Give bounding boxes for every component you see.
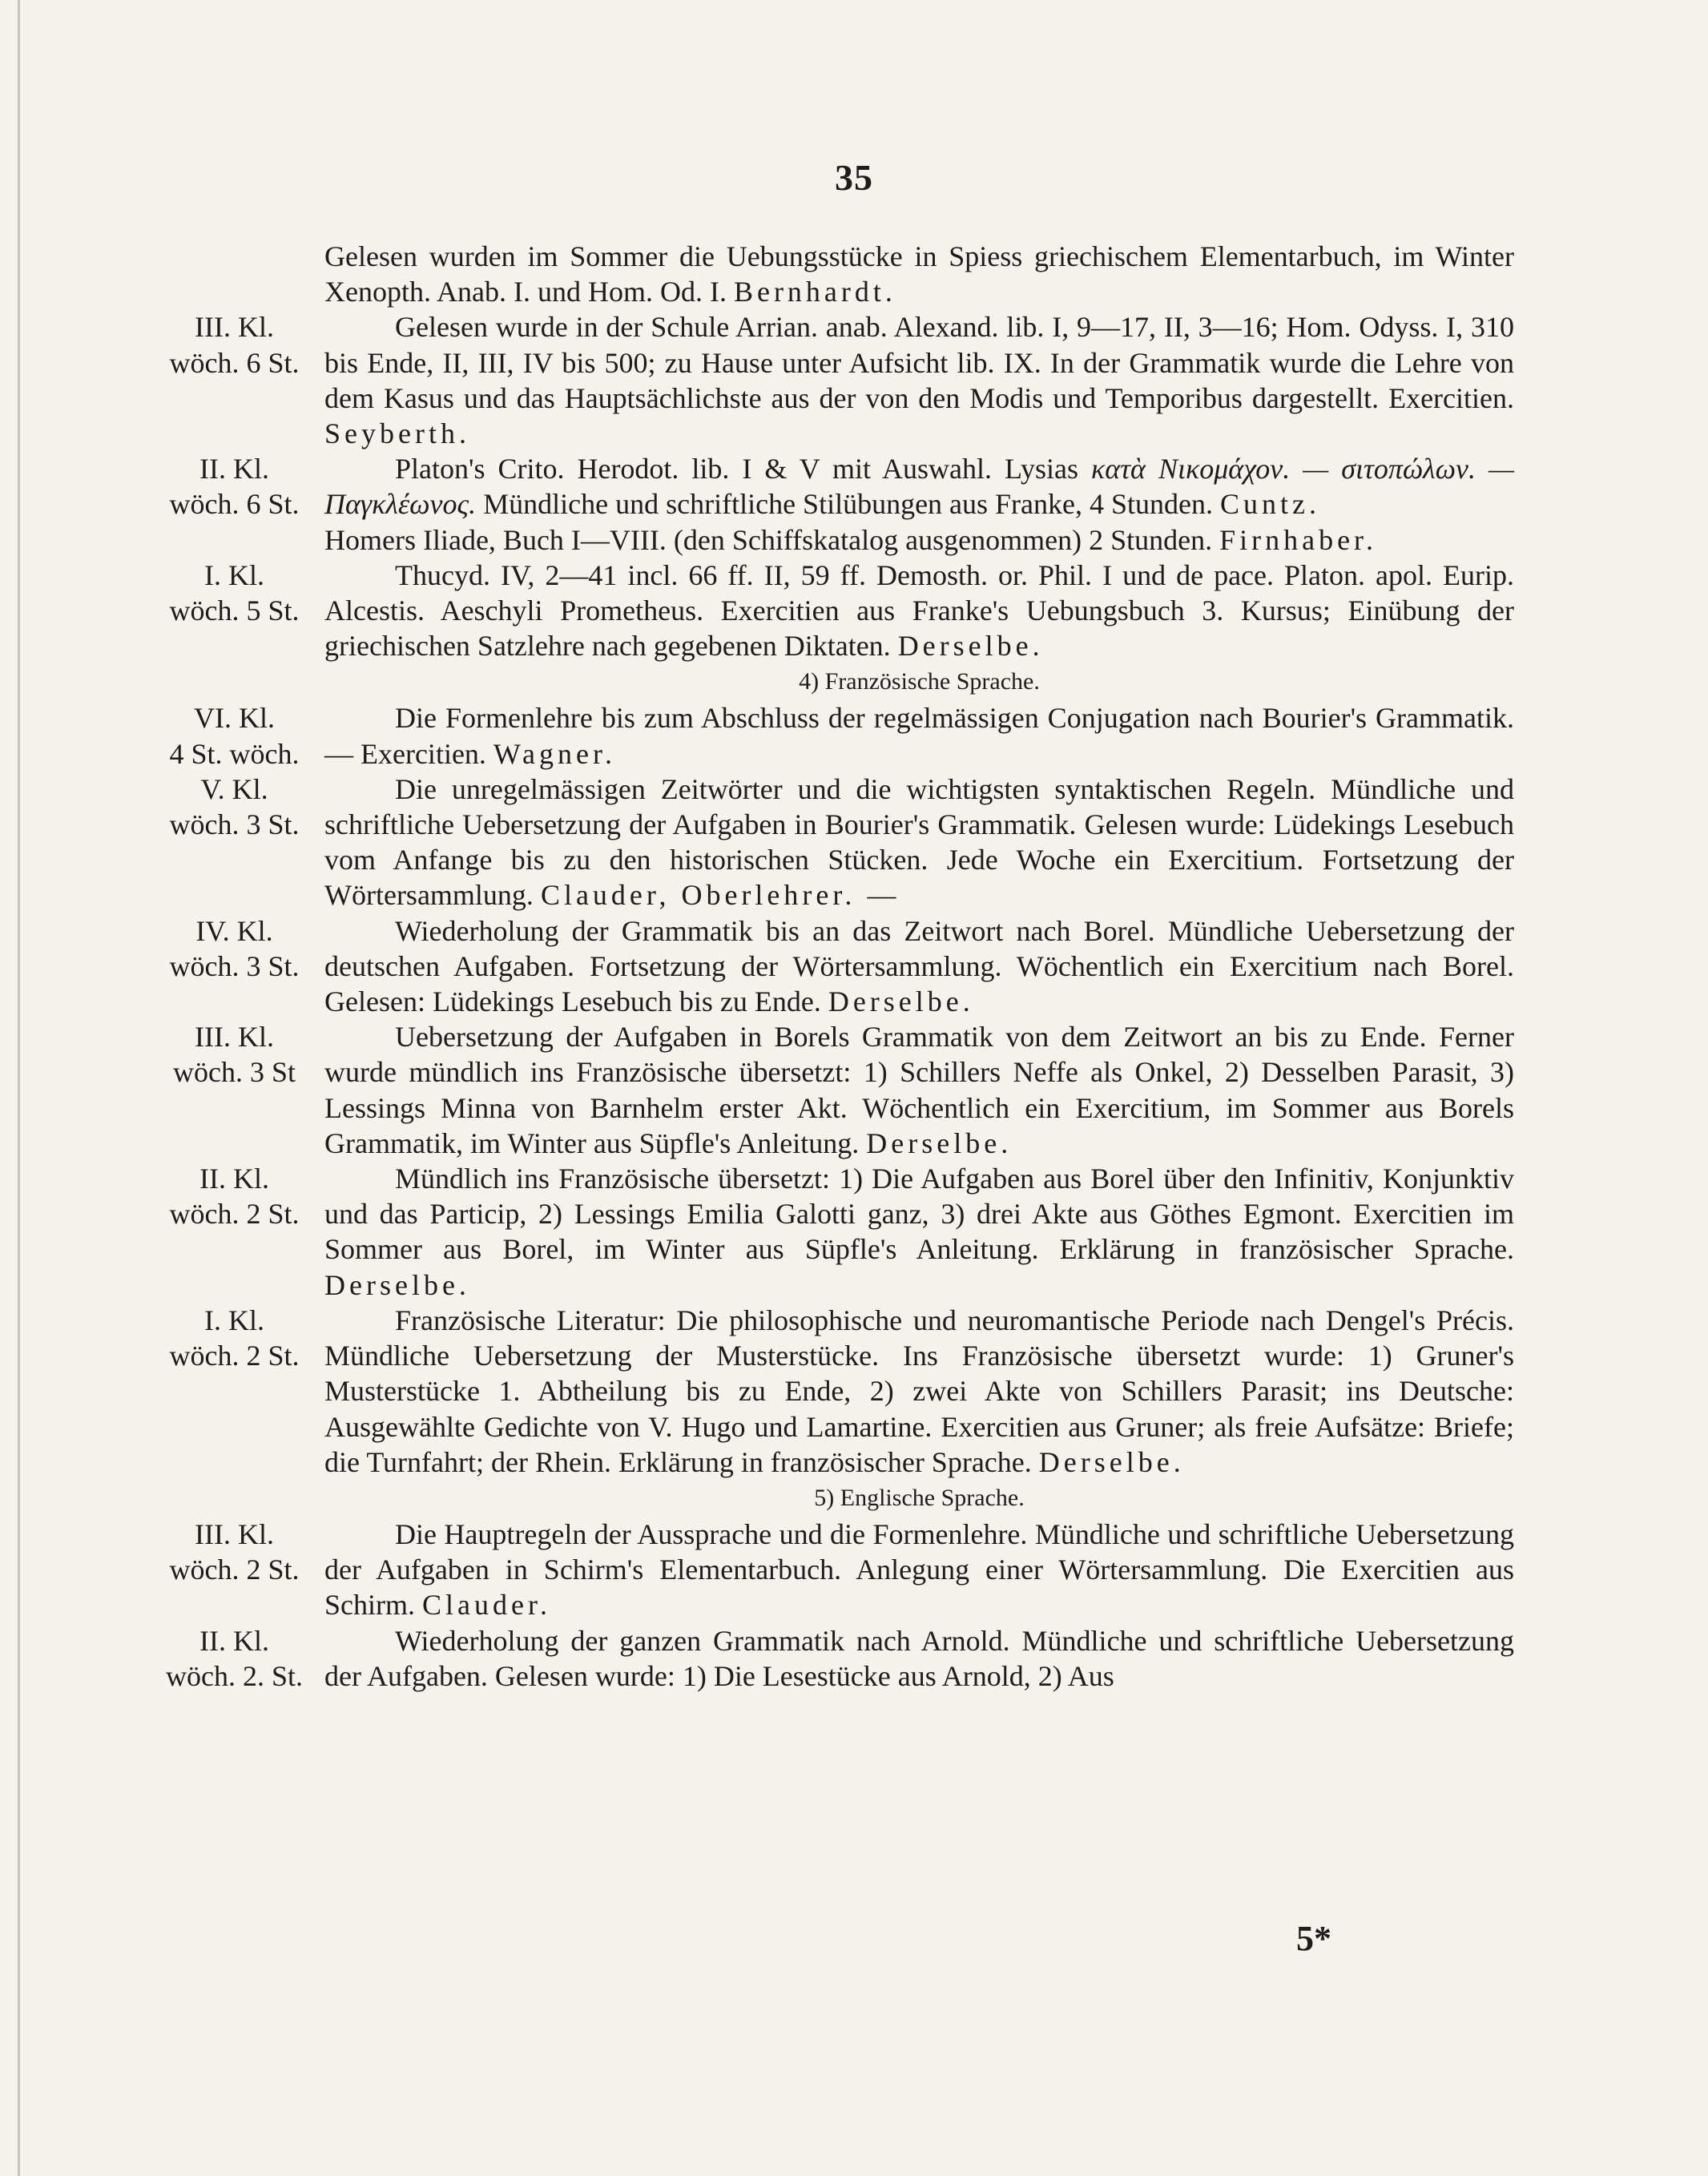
entry-greek-2 xyxy=(152,309,1514,451)
class-mark: VI. Kl. 4 St. wöch. xyxy=(169,702,300,770)
entry-text: Wiederholung der ganzen Grammatik nach Arnold. Mündliche und schriftliche Uebersetzung der Aufgaben. Gelesen wurde: 1) Die Lesestücke aus Arnold, 2) Aus xyxy=(324,1624,1514,1692)
class-mark: III. Kl. wöch. 3 St xyxy=(173,1021,296,1089)
teacher-name: Seyberth. xyxy=(324,417,470,450)
class-mark: II. Kl. wöch. 2. St. xyxy=(166,1624,303,1692)
entry-text: Mündlich ins Französische übersetzt: 1) Die Aufgaben aus Borel über den Infinitiv, Konjunktiv und das Particip, 2) Lessings Emilia Galotti ganz, 3) drei Akte aus Göthes Egmont. Exercitien im Sommer aus Borel, im Winter aus Süpfle's Anleitung. Erklärung in französischer Sprache. Derselbe. xyxy=(324,1163,1514,1301)
section-heading-french: 4) Französische Sprache. xyxy=(799,668,1040,695)
teacher-name: Bernhardt. xyxy=(733,276,896,308)
class-mark: III. Kl. wöch. 6 St. xyxy=(169,311,300,379)
teacher-name: Derselbe. xyxy=(897,630,1044,663)
class-mark: II. Kl. wöch. 2 St. xyxy=(169,1163,300,1231)
entry-text: Die unregelmässigen Zeitwörter und die wichtigsten syntaktischen Regeln. Mündliche und schriftliche Uebersetzung der Aufgaben in Bourier's Grammatik. Gelesen wurde: Lüdekings Lesebuch vom Anfange bis zu den historischen Stücken. Jede Woche ein Exercitium. Fortsetzung der Wörtersammlung. Clauder, Oberlehrer. — xyxy=(324,772,1514,912)
class-mark: IV. Kl. wöch. 3 St. xyxy=(169,914,300,982)
teacher-name: Clauder, Oberlehrer. — xyxy=(540,879,900,912)
entry-text: Wiederholung der Grammatik bis an das Zeitwort nach Borel. Mündliche Uebersetzung der deutschen Aufgaben. Fortsetzung der Wörtersammlung. Wöchentlich ein Exercitium nach Borel. Gelesen: Lüdekings Lesebuch bis zu Ende. Derselbe. xyxy=(324,914,1514,1018)
page-edge-shadow xyxy=(18,0,20,2176)
class-mark: I. Kl. wöch. 2 St. xyxy=(169,1304,300,1372)
entry-greek-1 xyxy=(152,239,1514,309)
entry-text: Uebersetzung der Aufgaben in Borels Grammatik von dem Zeitwort an bis zu Ende. Ferner wurde mündlich ins Französische übersetzt: 1) Schillers Neffe als Onkel, 2) Desselben Parasit, 3) Lessings Minna von Barnhelm erster Akt. Wöchentlich ein Exercitium, im Sommer aus Borels Grammatik, im Winter aus Süpfle's Anleitung. Derselbe. xyxy=(324,1021,1514,1159)
signature-mark: 5* xyxy=(1296,1919,1331,1958)
entry-french-4 xyxy=(152,1019,1514,1161)
entry-text: Gelesen wurde in der Schule Arrian. anab. Alexand. lib. I, 9—17, II, 3—16; Hom. Odyss. I, 310 bis Ende, II, III, IV bis 500; zu Hause unter Aufsicht lib. IX. In der Grammatik wurde die Lehre von dem Kasus und das Hauptsächlichste aus der von den Modis und Temporibus dargestellt. Exercitien. Seyberth. xyxy=(324,311,1514,450)
entry-french-6 xyxy=(152,1303,1514,1480)
entry-text: Die Hauptregeln der Aussprache und die Formenlehre. Mündliche und schriftliche Uebersetzung der Aufgaben in Schirm's Elementarbuch. Anlegung einer Wörtersammlung. Die Exercitien aus Schirm. Clauder. xyxy=(324,1517,1514,1622)
teacher-name: Cuntz. xyxy=(1220,488,1321,521)
section-heading-english: 5) Englische Sprache. xyxy=(814,1484,1025,1511)
entry-english-2 xyxy=(152,1623,1514,1694)
teacher-name: Derselbe. xyxy=(866,1126,1013,1159)
page-body xyxy=(152,239,1514,1694)
class-mark: V. Kl. wöch. 3 St. xyxy=(169,772,300,841)
teacher-name: Firnhaber. xyxy=(1219,523,1378,556)
entry-greek-4 xyxy=(152,522,1514,558)
entry-french-2 xyxy=(152,772,1514,913)
entry-text: Französische Literatur: Die philosophische und neuromantische Periode nach Dengel's Précis. Mündliche Uebersetzung der Musterstücke. Ins Französische übersetzt wurde: 1) Gruner's Musterstücke 1. Abtheilung bis zu Ende, 2) zwei Akte von Schillers Parasit; ins Deutsche: Ausgewählte Gedichte von V. Hugo und Lamartine. Exercitien aus Gruner; als freie Aufsätze: Briefe; die Turnfahrt; der Rhein. Erklärung in französischer Sprache. Derselbe. xyxy=(324,1304,1514,1478)
entry-text: Die Formenlehre bis zum Abschluss der regelmässigen Conjugation nach Bourier's Grammatik. — Exercitien. Wagner. xyxy=(324,702,1514,770)
teacher-name: Wagner. xyxy=(493,737,616,770)
teacher-name: Derselbe. xyxy=(324,1268,470,1301)
entry-text: Gelesen wurden im Sommer die Uebungsstücke in Spiess griechischem Elementarbuch, im Winter Xenopth. Anab. I. und Hom. Od. I. Bernhardt. xyxy=(324,240,1514,308)
class-mark: I. Kl. wöch. 5 St. xyxy=(169,558,300,627)
entry-text: Thucyd. IV, 2—41 incl. 66 ff. II, 59 ff. Demosth. or. Phil. I und de pace. Platon. apol. Eurip. Alcestis. Aeschyli Prometheus. Exercitien aus Franke's Uebungsbuch 3. Kursus; Einübung der griechischen Satzlehre nach gegebenen Diktaten. Derselbe. xyxy=(324,558,1514,663)
teacher-name: Derselbe. xyxy=(828,985,974,1018)
entry-greek-5 xyxy=(152,558,1514,664)
entry-greek-3 xyxy=(152,451,1514,522)
entry-french-3 xyxy=(152,913,1514,1020)
teacher-name: Derselbe. xyxy=(1038,1445,1185,1478)
class-mark: II. Kl. wöch. 6 St. xyxy=(169,453,300,521)
class-mark: III. Kl. wöch. 2 St. xyxy=(169,1517,300,1586)
page-number: 35 xyxy=(835,157,873,198)
entry-text: Platon's Crito. Herodot. lib. I & V mit Auswahl. Lysias κατὰ Νικομάχον. — σιτοπώλων. — Παγκλέωνος. Mündliche und schriftliche Stilübungen aus Franke, 4 Stunden. Cuntz. xyxy=(324,453,1515,521)
entry-text: Homers Iliade, Buch I—VIII. (den Schiffskatalog ausgenommen) 2 Stunden. Firnhaber. xyxy=(324,523,1378,556)
entry-english-1 xyxy=(152,1517,1514,1623)
teacher-name: Clauder. xyxy=(422,1589,551,1622)
entry-french-5 xyxy=(152,1161,1514,1303)
greek-titles: κατὰ Νικομάχον. — σιτοπώλων. — Παγκλέωνος. xyxy=(324,453,1515,521)
entry-french-1 xyxy=(152,700,1514,771)
